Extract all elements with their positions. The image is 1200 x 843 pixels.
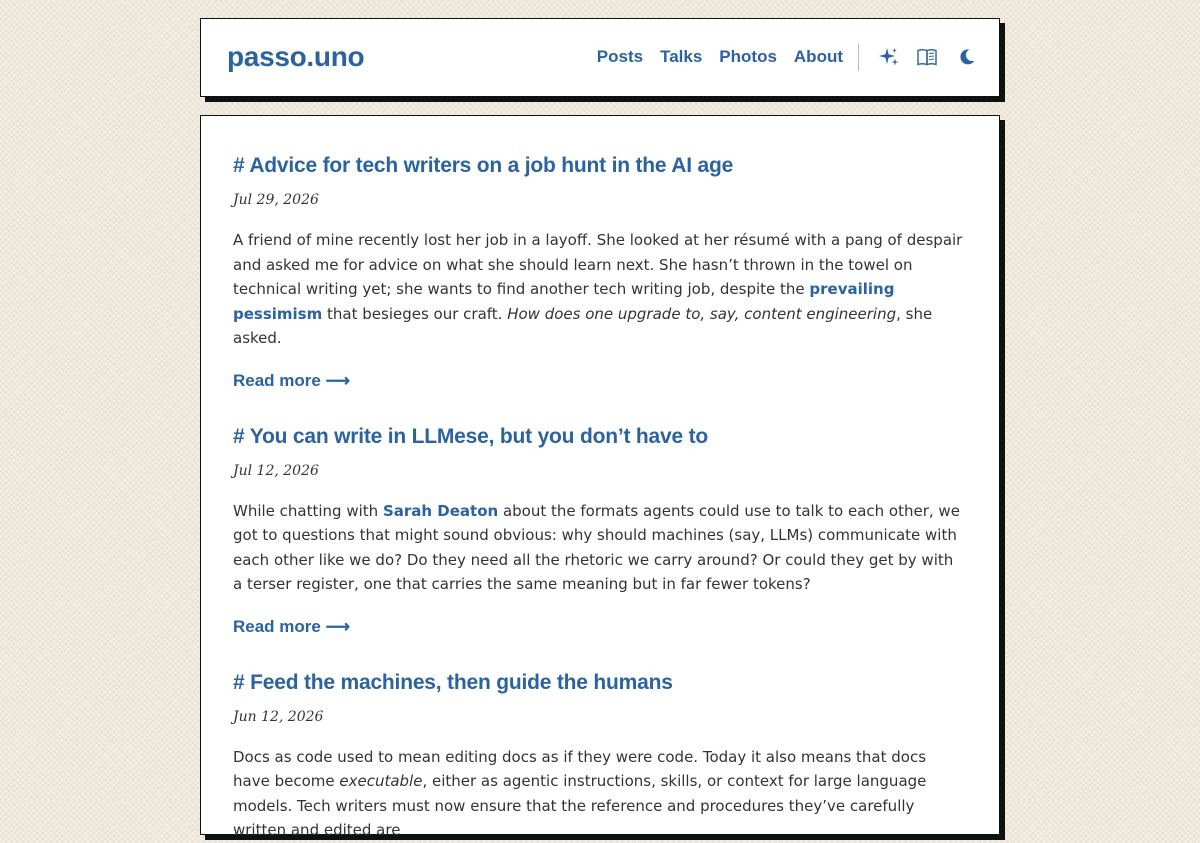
nav-posts[interactable]: Posts bbox=[596, 47, 644, 66]
site-header bbox=[200, 18, 1000, 97]
site-logo[interactable]: passo.uno bbox=[227, 41, 365, 72]
sparkle-icon[interactable] bbox=[878, 46, 900, 68]
excerpt-text: that besieges our craft. bbox=[322, 304, 508, 323]
post-title-link[interactable]: # Feed the machines, then guide the humans bbox=[233, 670, 673, 694]
excerpt-text: , either as agentic instructions, skills, or context for large language models. Tech writers must now ensure that the reference and procedures they’ve carefully written and edited are bbox=[233, 772, 927, 839]
post-title-link[interactable]: # You can write in LLMese, but you don’t have to bbox=[233, 424, 709, 448]
post-title-link[interactable]: # Advice for tech writers on a job hunt in the AI age bbox=[233, 154, 734, 177]
read-more-link[interactable]: Read more ⟶ bbox=[233, 616, 350, 636]
post-entry bbox=[233, 425, 967, 637]
post-excerpt bbox=[233, 499, 967, 597]
read-more-link[interactable]: Read more ⟶ bbox=[233, 370, 350, 390]
excerpt-emphasis: How does one upgrade to, say, content engineering bbox=[507, 304, 897, 323]
post-date: Jun 12, 2026 bbox=[233, 708, 324, 725]
nav-talks[interactable]: Talks bbox=[660, 47, 703, 66]
main-nav bbox=[597, 47, 843, 67]
post-excerpt bbox=[233, 745, 967, 843]
nav-divider bbox=[858, 44, 859, 71]
excerpt-text: A friend of mine recently lost her job in a layoff. She looked at her résumé with a pang of despair and asked me for advice on what she should learn next. She hasn’t thrown in the towel on technical writing yet; she wants to find another tech writing job, despite the bbox=[233, 231, 963, 298]
moon-icon[interactable] bbox=[956, 46, 978, 68]
excerpt-text: about the formats agents could use to talk to each other, we got to questions that might sound obvious: why should machines (say, LLMs) communicate with each other like we do? Do they need all the rhetoric we carry around? Or could they get by with a terser register, one that carries the same meaning but in far fewer tokens? bbox=[233, 501, 960, 593]
post-entry bbox=[233, 671, 967, 843]
post-entry bbox=[233, 154, 967, 391]
excerpt-text: , she asked. bbox=[233, 304, 933, 347]
post-date: Jul 29, 2026 bbox=[233, 192, 319, 208]
nav-about[interactable]: About bbox=[793, 47, 843, 66]
sarah-deaton-link[interactable]: Sarah Deaton bbox=[382, 501, 499, 520]
excerpt-text: While chatting with bbox=[233, 501, 383, 520]
prevailing-pessimism-link[interactable]: prevailing pessimism bbox=[233, 280, 895, 323]
nav-photos[interactable]: Photos bbox=[719, 47, 777, 66]
excerpt-emphasis: executable bbox=[339, 772, 423, 790]
post-date: Jul 12, 2026 bbox=[233, 462, 319, 479]
post-list-panel bbox=[200, 115, 1000, 839]
post-excerpt bbox=[233, 228, 967, 351]
book-icon[interactable] bbox=[916, 46, 938, 68]
excerpt-text: Docs as code used to mean editing docs as if they were code. Today it also means that docs have become bbox=[233, 747, 927, 790]
